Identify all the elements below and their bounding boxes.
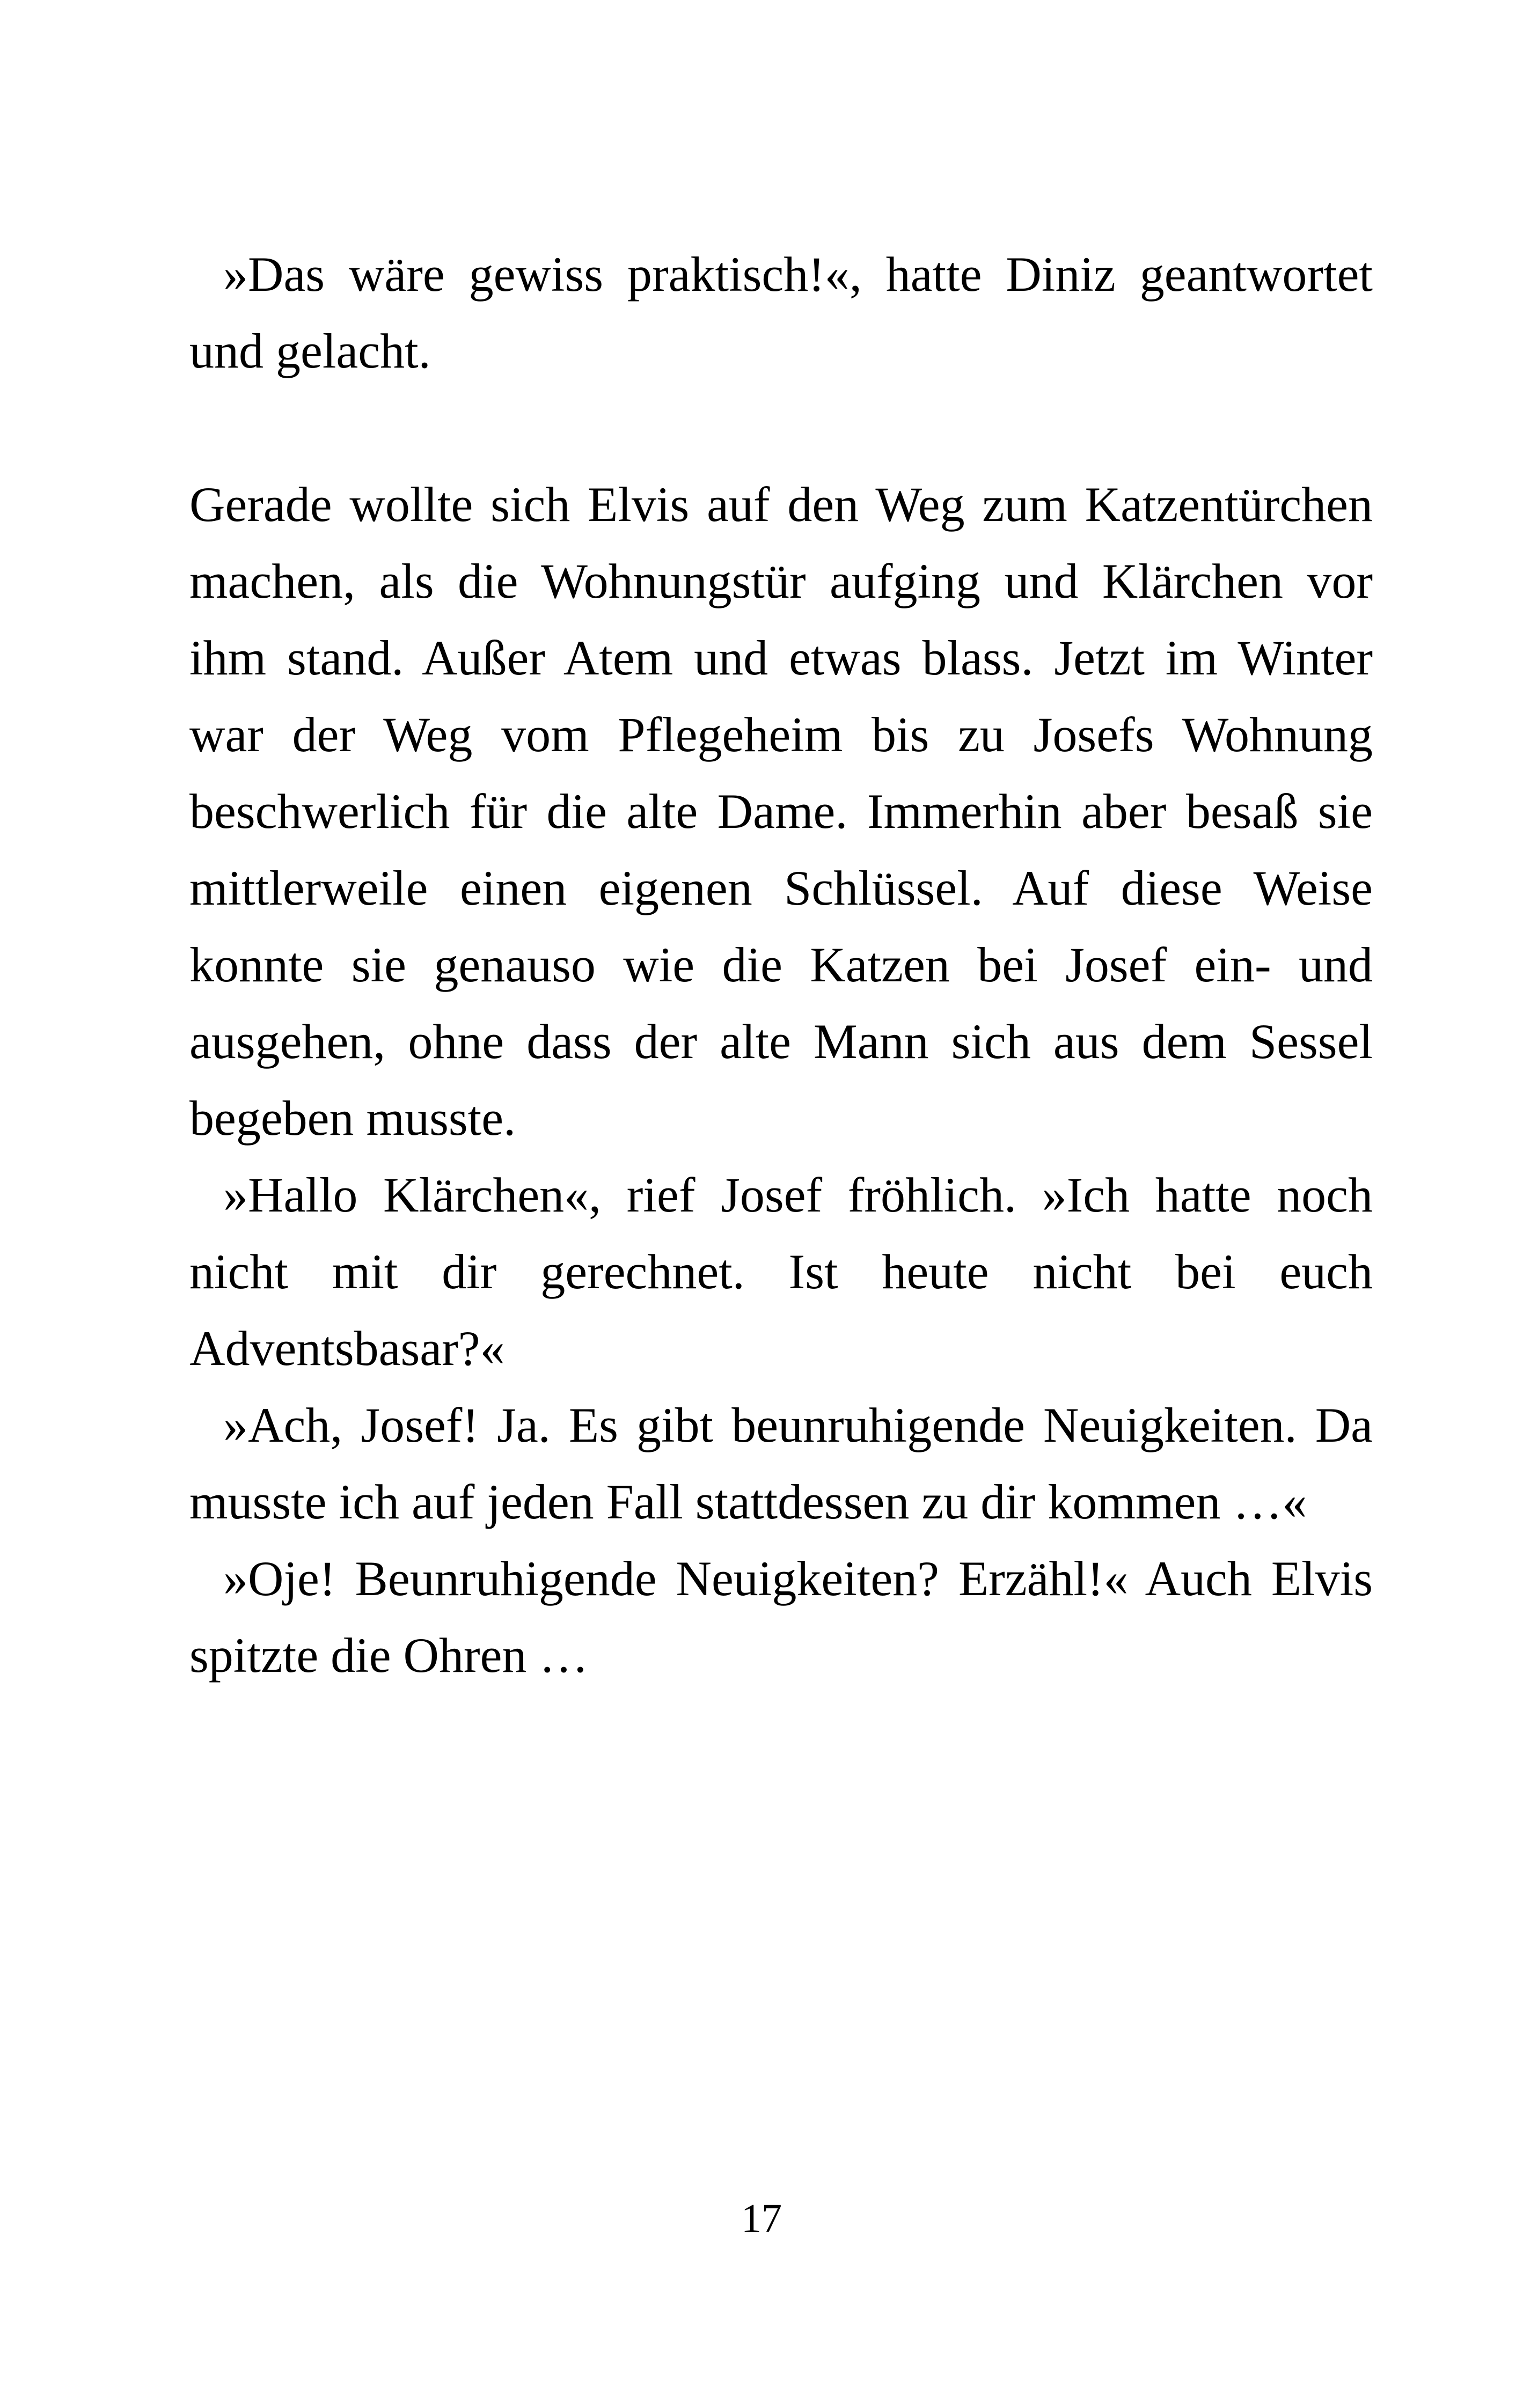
paragraph: »Das wäre gewiss praktisch!«, hatte Diniz geantwortet und gelacht. — [189, 247, 1373, 378]
body-text — [189, 236, 1373, 1694]
paragraph: Gerade wollte sich Elvis auf den Weg zum Katzentürchen machen, als die Wohnungstür aufging und Klärchen vor ihm stand. Außer Atem und etwas blass. Jetzt im Winter war der Weg vom Pflegeheim bis zu Josefs Wohnung beschwerlich für die alte Dame. Immerhin aber besaß sie mittlerweile einen eigenen Schlüssel. Auf diese Weise konnte sie genauso wie die Katzen bei Josef ein- und ausgehen, ohne dass der alte Mann sich aus dem Sessel begeben musste. — [189, 477, 1373, 1146]
paragraph-spacer — [189, 390, 1373, 466]
page-number: 17 — [741, 2196, 782, 2241]
paragraph: »Oje! Beunruhigende Neuigkeiten? Erzähl!« Auch Elvis spitzte die Ohren … — [189, 1551, 1373, 1683]
paragraph: »Hallo Klärchen«, rief Josef fröhlich. »Ich hatte noch nicht mit dir gerechnet. Ist heute nicht bei euch Adventsbasar?« — [189, 1168, 1373, 1376]
paragraph: »Ach, Josef! Ja. Es gibt beunruhigende Neuigkeiten. Da musste ich auf jeden Fall stattdessen zu dir kommen …« — [189, 1398, 1373, 1529]
